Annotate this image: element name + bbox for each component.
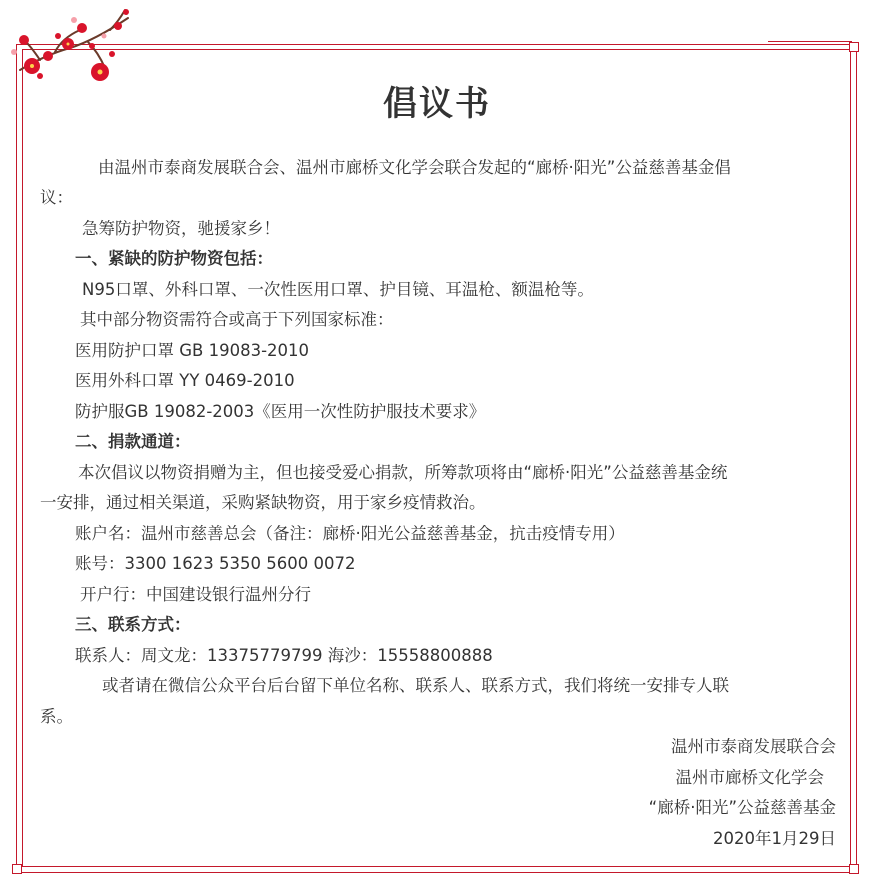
closing-line-1: 或者请在微信公众平台后台留下单位名称、联系人、联系方式，我们将统一安排专人联 xyxy=(102,676,729,695)
frame-corner-top-right xyxy=(849,42,859,52)
frame-corner-bottom-left xyxy=(12,864,22,874)
closing-line-2: 系。 xyxy=(40,707,73,726)
standard-item-2: 医用外科口罩 YY 0469-2010 xyxy=(75,371,295,390)
intro-line-1: 由温州市泰商发展联合会、温州市廊桥文化学会联合发起的“廊桥·阳光”公益慈善基金倡 xyxy=(98,158,731,177)
frame-corner-bottom-right xyxy=(849,864,859,874)
section-2-line-1: 本次倡议以物资捐赠为主，但也接受爱心捐款，所筹款项将由“廊桥·阳光”公益慈善基金统 xyxy=(78,463,728,482)
signature-org-2: 温州市廊桥文化学会 xyxy=(675,768,824,787)
frame-accent-line xyxy=(768,41,852,42)
contact-persons: 联系人：周文龙：13375779799 海沙：15558800888 xyxy=(75,646,493,665)
signature-date: 2020年1月29日 xyxy=(713,829,836,848)
signature-org-3: “廊桥·阳光”公益慈善基金 xyxy=(648,798,836,817)
account-number: 账号：3300 1623 5350 5600 0072 xyxy=(75,554,356,573)
section-1-items: N95口罩、外科口罩、一次性医用口罩、护目镜、耳温枪、额温枪等。 xyxy=(82,280,594,299)
standard-item-3: 防护服GB 19082-2003《医用一次性防护服技术要求》 xyxy=(75,402,486,421)
section-3-heading: 三、联系方式： xyxy=(75,615,191,634)
signature-org-1: 温州市泰商发展联合会 xyxy=(671,737,836,756)
section-1-standard-intro: 其中部分物资需符合或高于下列国家标准： xyxy=(80,310,394,329)
bank-name: 开户行：中国建设银行温州分行 xyxy=(80,585,311,604)
section-1-heading: 一、紧缺的防护物资包括： xyxy=(75,249,273,268)
standard-item-1: 医用防护口罩 GB 19083-2010 xyxy=(75,341,310,360)
page-title: 倡议书 xyxy=(383,84,491,124)
section-2-heading: 二、捐款通道： xyxy=(75,432,191,451)
section-2-line-2: 一安排，通过相关渠道，采购紧缺物资，用于家乡疫情救治。 xyxy=(40,493,486,512)
account-name: 账户名：温州市慈善总会（备注：廊桥·阳光公益慈善基金，抗击疫情专用） xyxy=(75,524,625,543)
intro-line-2: 议： xyxy=(40,188,73,207)
slogan-text: 急筹防护物资，驰援家乡！ xyxy=(82,219,280,238)
